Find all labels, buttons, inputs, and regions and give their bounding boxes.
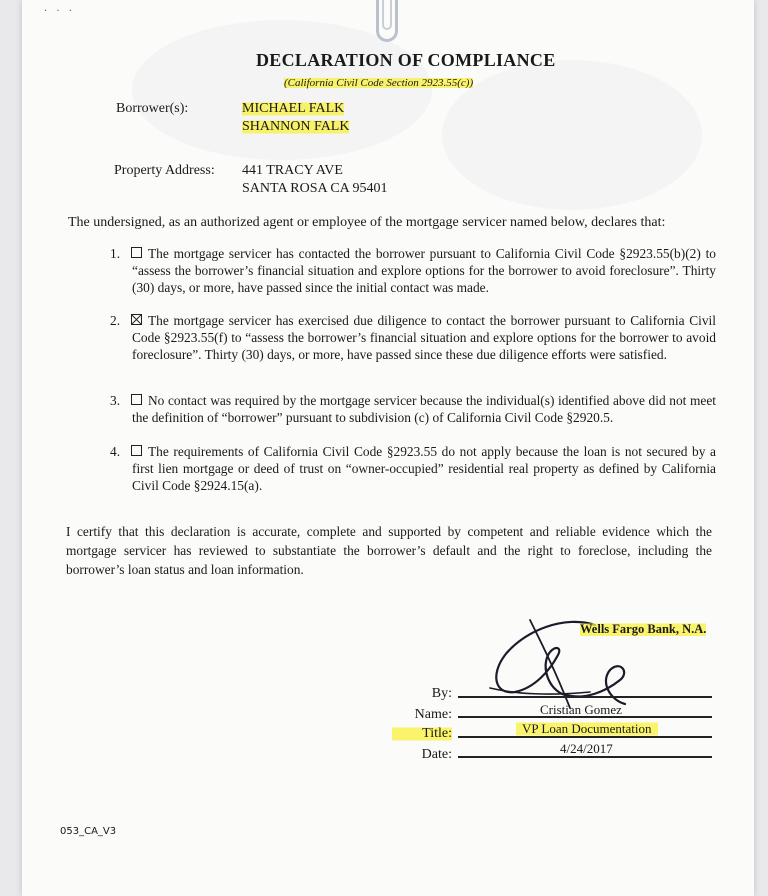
item-number: 2. (110, 313, 121, 328)
item-text: No contact was required by the mortgage servicer because the individual(s) identified above did not meet the definition of “borrower” pursuant to subdivision (c) of California Civil Code §2920.5. (132, 393, 716, 425)
document-subtitle: (California Civil Code Section 2923.55(c)) (284, 77, 474, 89)
name-label: Name: (414, 707, 452, 722)
paper-clip-inner-icon (382, 0, 392, 30)
property-label: Property Address: (114, 163, 215, 178)
by-line (458, 696, 712, 698)
item-number: 4. (110, 444, 121, 459)
checkbox-unchecked-icon (131, 445, 142, 456)
item-number: 3. (110, 393, 121, 408)
date-label: Date: (421, 747, 452, 762)
property-city: SANTA ROSA CA 95401 (242, 181, 388, 196)
checkbox-unchecked-icon (131, 247, 142, 258)
certification-statement: I certify that this declaration is accurate, complete and supported by competent and reliable evidence which the mortgage servicer has reviewed to substantiate the borrower’s default and the right to foreclose, including the borrower’s loan status and loan information. (66, 524, 712, 577)
signer-name: Cristian Gomez (540, 702, 622, 717)
company-name: Wells Fargo Bank, N.A. (580, 622, 707, 636)
paper-smudge (442, 60, 702, 210)
declaration-item (110, 392, 716, 426)
declaration-item (110, 312, 716, 363)
item-text: The mortgage servicer has exercised due diligence to contact the borrower pursuant to California Civil Code §2923.55(f) to “assess the borrower’s financial situation and explore options for the borrower to avoid foreclosure”. Thirty (30) days, or more, have passed since these due diligence efforts were satisfied. (132, 313, 716, 362)
declaration-item (110, 245, 716, 296)
borrower-name: SHANNON FALK (242, 119, 350, 134)
borrowers-label: Borrower(s): (116, 101, 189, 116)
form-code: 053_CA_V3 (60, 826, 117, 837)
item-text: The requirements of California Civil Code §2923.55 do not apply because the loan is not secured by a first lien mortgage or deed of trust on “owner-occupied” residential real property as defined by California Civil Code §2924.15(a). (132, 444, 716, 493)
document-title: DECLARATION OF COMPLIANCE (256, 50, 556, 70)
item-number: 1. (110, 246, 121, 261)
checkbox-checked-icon (131, 314, 142, 325)
scan-specks: · · · (44, 6, 75, 17)
declaration-item (110, 443, 716, 494)
checkbox-unchecked-icon (131, 394, 142, 405)
borrower-name: MICHAEL FALK (242, 101, 345, 116)
intro-statement: The undersigned, as an authorized agent or employee of the mortgage servicer named below, declares that: (68, 215, 666, 230)
by-label: By: (431, 686, 452, 701)
property-street: 441 TRACY AVE (242, 163, 343, 178)
title-label: Title: (392, 726, 452, 742)
signed-date: 4/24/2017 (560, 741, 613, 756)
signer-title: VP Loan Documentation (516, 721, 658, 737)
item-text: The mortgage servicer has contacted the borrower pursuant to California Civil Code §2923.55(b)(2) to “assess the borrower’s financial situation and explore options for the borrower to avoid foreclosure”. Thirty (30) days, or more, have passed since the initial contact was made. (132, 246, 716, 295)
